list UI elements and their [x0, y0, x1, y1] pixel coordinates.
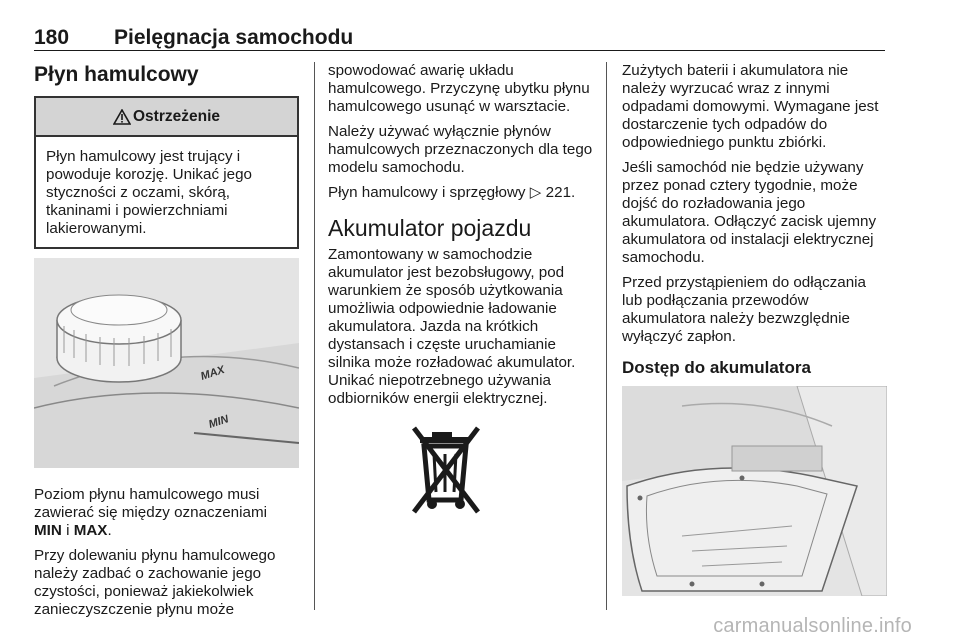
section-title-battery: Akumulator pojazdu	[328, 215, 532, 241]
chapter-title: Pielęgnacja samochodu	[114, 26, 354, 49]
min-mark-label: MIN	[207, 413, 231, 431]
paragraph-refill: Przy dolewaniu płynu hamulcowego należy zadbać o zachowanie jego czystości, ponieważ jakiekolwiek zanieczyszczenie płynu może	[34, 547, 276, 618]
max-label: MAX	[73, 522, 108, 539]
page-number: 180	[34, 26, 70, 49]
column-1	[34, 62, 299, 626]
paragraph-level: Poziom płynu hamulcowego musi zawierać się między oznaczeniami MIN i MAX.	[34, 486, 267, 539]
column-3	[622, 62, 887, 596]
page-header	[34, 22, 885, 51]
subsection-title-battery-access: Dostęp do akumulatora	[622, 358, 811, 377]
page-reference-arrow-icon: ▷	[529, 184, 542, 201]
warning-triangle-icon	[113, 109, 131, 125]
warning-header	[36, 98, 297, 137]
max-mark-label: MAX	[199, 363, 227, 383]
battery-access-figure	[622, 386, 887, 596]
paragraph-disposal: Zużytych baterii i akumulatora nie należy wyrzucać wraz z innymi odpadami domowymi. Wymagane jest dostarczenie tych odpadów do odpowiedniego punktu zbiórki.	[622, 62, 879, 151]
column-2	[328, 62, 598, 520]
watermark: carmanualsonline.info	[713, 615, 912, 637]
paragraph-reference: Płyn hamulcowy i sprzęgłowy ▷ 221.	[328, 184, 576, 201]
column-divider	[314, 62, 315, 610]
warning-box	[34, 96, 299, 249]
paragraph-failure: spowodować awarię układu hamulcowego. Przyczynę ubytku płynu hamulcowego usunąć w warsztacie.	[328, 62, 590, 115]
recycling-bin-crossed-icon	[410, 424, 482, 520]
page-reference[interactable]: 221.	[545, 184, 576, 201]
paragraph-battery: Zamontowany w samochodzie akumulator jest bezobsługowy, pod warunkiem że sposób użytkowania umożliwia odpowiednie ładowanie akumulatora. Jazda na krótkich dystansach i częste uruchamianie silnika może rozładować akumulator. Unikać niepotrzebnego używania odbiorników energii elektrycznej.	[328, 246, 576, 407]
paragraph-use-only: Należy używać wyłącznie płynów hamulcowych przeznaczonych dla tego modelu samochodu.	[328, 123, 593, 176]
paragraph-ignition: Przed przystąpieniem do odłączania lub podłączania przewodów akumulatora należy bezwzględnie wyłączyć zapłon.	[622, 274, 866, 345]
column-divider	[606, 62, 607, 610]
section-title-brake-fluid: Płyn hamulcowy	[34, 63, 199, 86]
warning-heading: Ostrzeżenie	[132, 107, 220, 125]
brake-fluid-reservoir-figure	[34, 258, 299, 468]
min-label: MIN	[34, 522, 62, 539]
paragraph-storage: Jeśli samochód nie będzie używany przez ponad cztery tygodnie, może dojść do rozładowania jego akumulatora. Odłączyć zacisk ujemny akumulatora od instalacji elektrycznej samochodu.	[622, 159, 877, 266]
warning-text: Płyn hamulcowy jest trujący i powoduje korozję. Unikać jego styczności z oczami, skórą, tkaninami i powierzchniami lakierowanymi.	[46, 148, 252, 237]
